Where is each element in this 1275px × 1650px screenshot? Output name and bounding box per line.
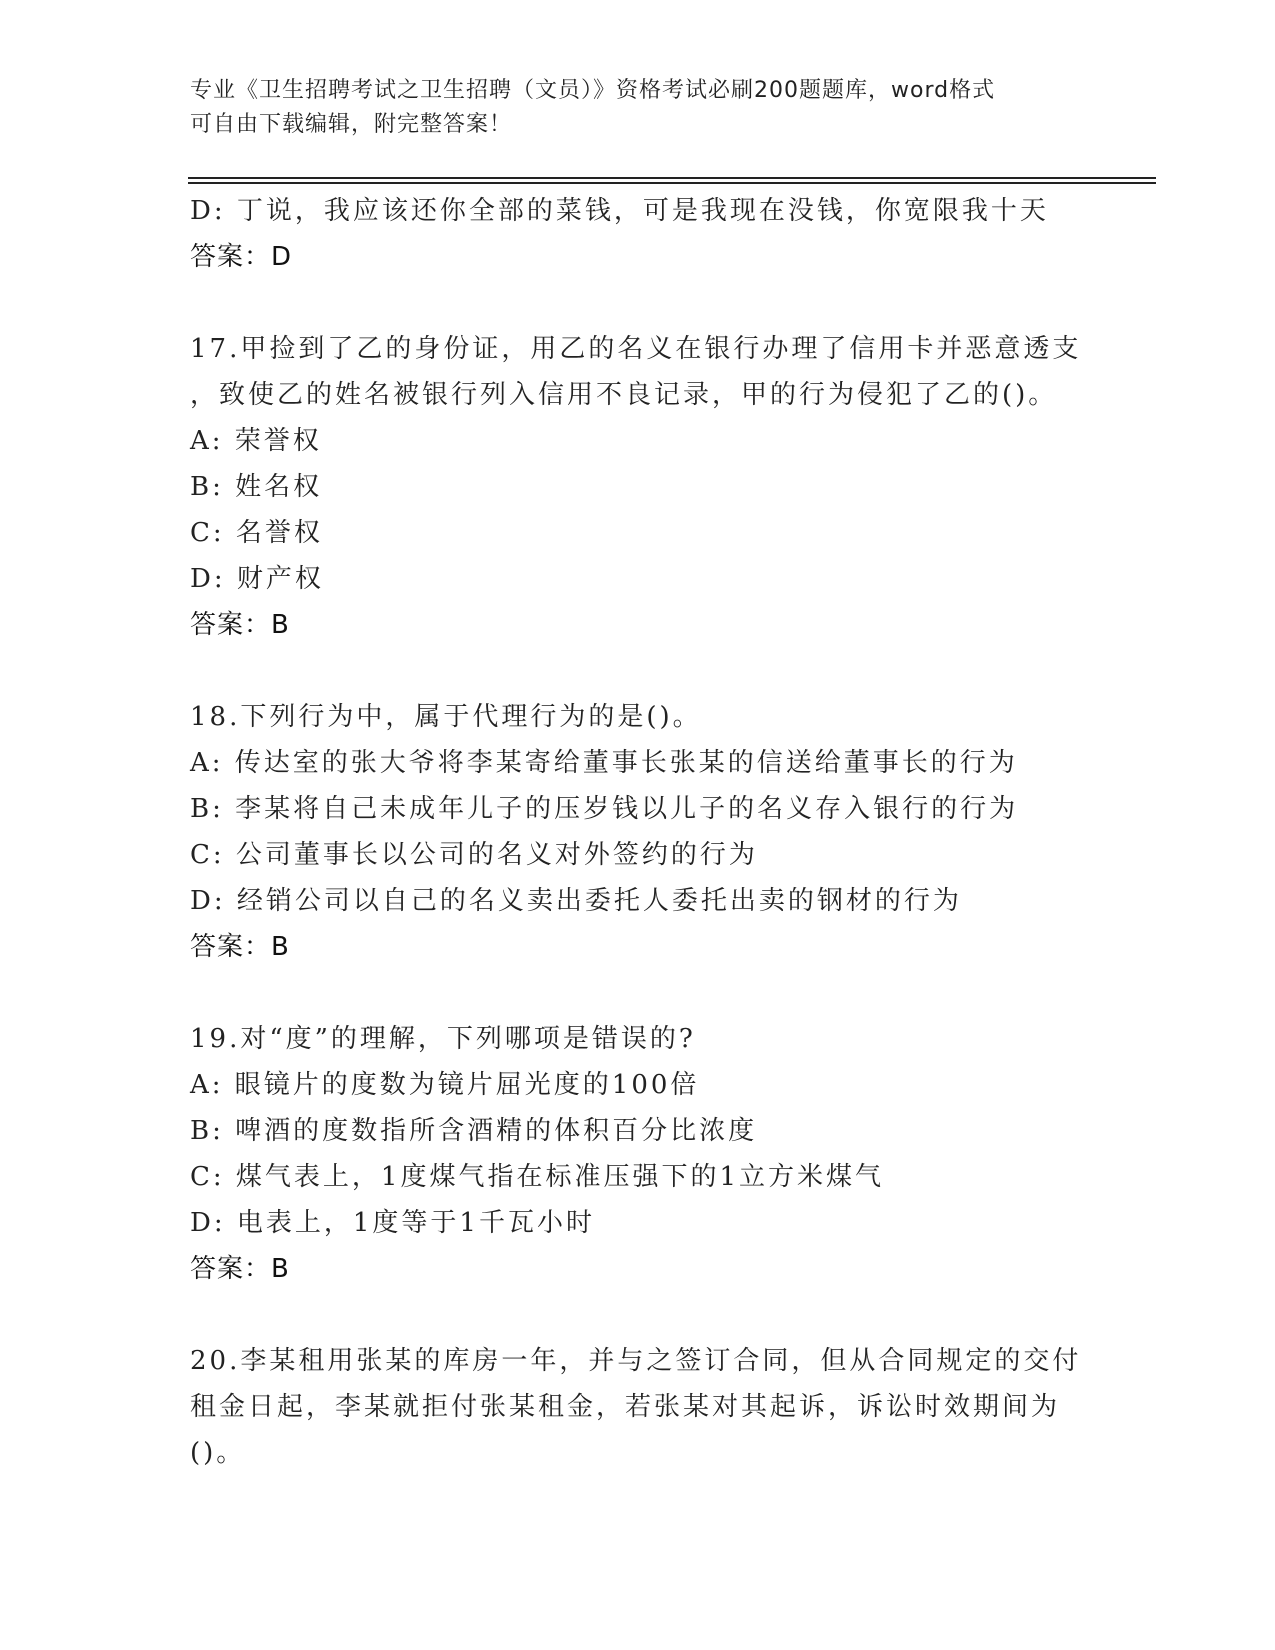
question-stem-line: 17.甲捡到了乙的身份证，用乙的名义在银行办理了信用卡并恶意透支 [190, 334, 1082, 364]
option-b: B: 姓名权 [190, 472, 323, 502]
question-stem-line: 20.李某租用张某的库房一年，并与之签订合同，但从合同规定的交付 [190, 1346, 1082, 1376]
question-17 [190, 326, 1090, 648]
option-d: D: 电表上，1度等于1千瓦小时 [190, 1208, 595, 1238]
option-d: D: 经销公司以自己的名义卖出委托人委托出卖的钢材的行为 [190, 886, 962, 916]
question-content [190, 188, 1090, 1476]
option-c: C: 煤气表上，1度煤气指在标准压强下的1立方米煤气 [190, 1162, 885, 1192]
question-stem-line: 19.对“度”的理解，下列哪项是错误的? [190, 1024, 696, 1054]
question-19 [190, 1016, 1090, 1292]
option-d: D: 丁说，我应该还你全部的菜钱，可是我现在没钱，你宽限我十天 [190, 196, 1049, 226]
spacer [190, 280, 1090, 326]
document-header [190, 74, 1090, 142]
header-title-line-2: 可自由下载编辑，附完整答案！ [190, 112, 513, 137]
option-a: A: 眼镜片的度数为镜片屈光度的100倍 [190, 1070, 700, 1100]
option-c: C: 名誉权 [190, 518, 323, 548]
question-18 [190, 694, 1090, 970]
spacer [190, 970, 1090, 1016]
question-stem-line: ()。 [190, 1438, 246, 1468]
option-b: B: 李某将自己未成年儿子的压岁钱以儿子的名义存入银行的行为 [190, 794, 1019, 824]
question-20 [190, 1338, 1090, 1476]
answer-line: 答案：B [190, 1254, 290, 1284]
spacer [190, 1292, 1090, 1338]
header-divider-bottom [188, 182, 1156, 184]
answer-line: 答案：B [190, 932, 290, 962]
answer-line: 答案：B [190, 610, 290, 640]
spacer [190, 648, 1090, 694]
question-stem-line: 18.下列行为中，属于代理行为的是()。 [190, 702, 702, 732]
question-16-tail [190, 188, 1090, 280]
header-divider-top [188, 177, 1156, 179]
option-a: A: 荣誉权 [190, 426, 322, 456]
option-c: C: 公司董事长以公司的名义对外签约的行为 [190, 840, 758, 870]
answer-line: 答案：D [190, 242, 293, 272]
option-d: D: 财产权 [190, 564, 324, 594]
option-a: A: 传达室的张大爷将李某寄给董事长张某的信送给董事长的行为 [190, 748, 1018, 778]
header-title-line-1: 专业《卫生招聘考试之卫生招聘（文员）》资格考试必刷200题题库，word格式 [190, 78, 996, 103]
question-stem-line: ，致使乙的姓名被银行列入信用不良记录，甲的行为侵犯了乙的()。 [190, 380, 1058, 410]
question-stem-line: 租金日起，李某就拒付张某租金，若张某对其起诉，诉讼时效期间为 [190, 1392, 1061, 1422]
option-b: B: 啤酒的度数指所含酒精的体积百分比浓度 [190, 1116, 758, 1146]
